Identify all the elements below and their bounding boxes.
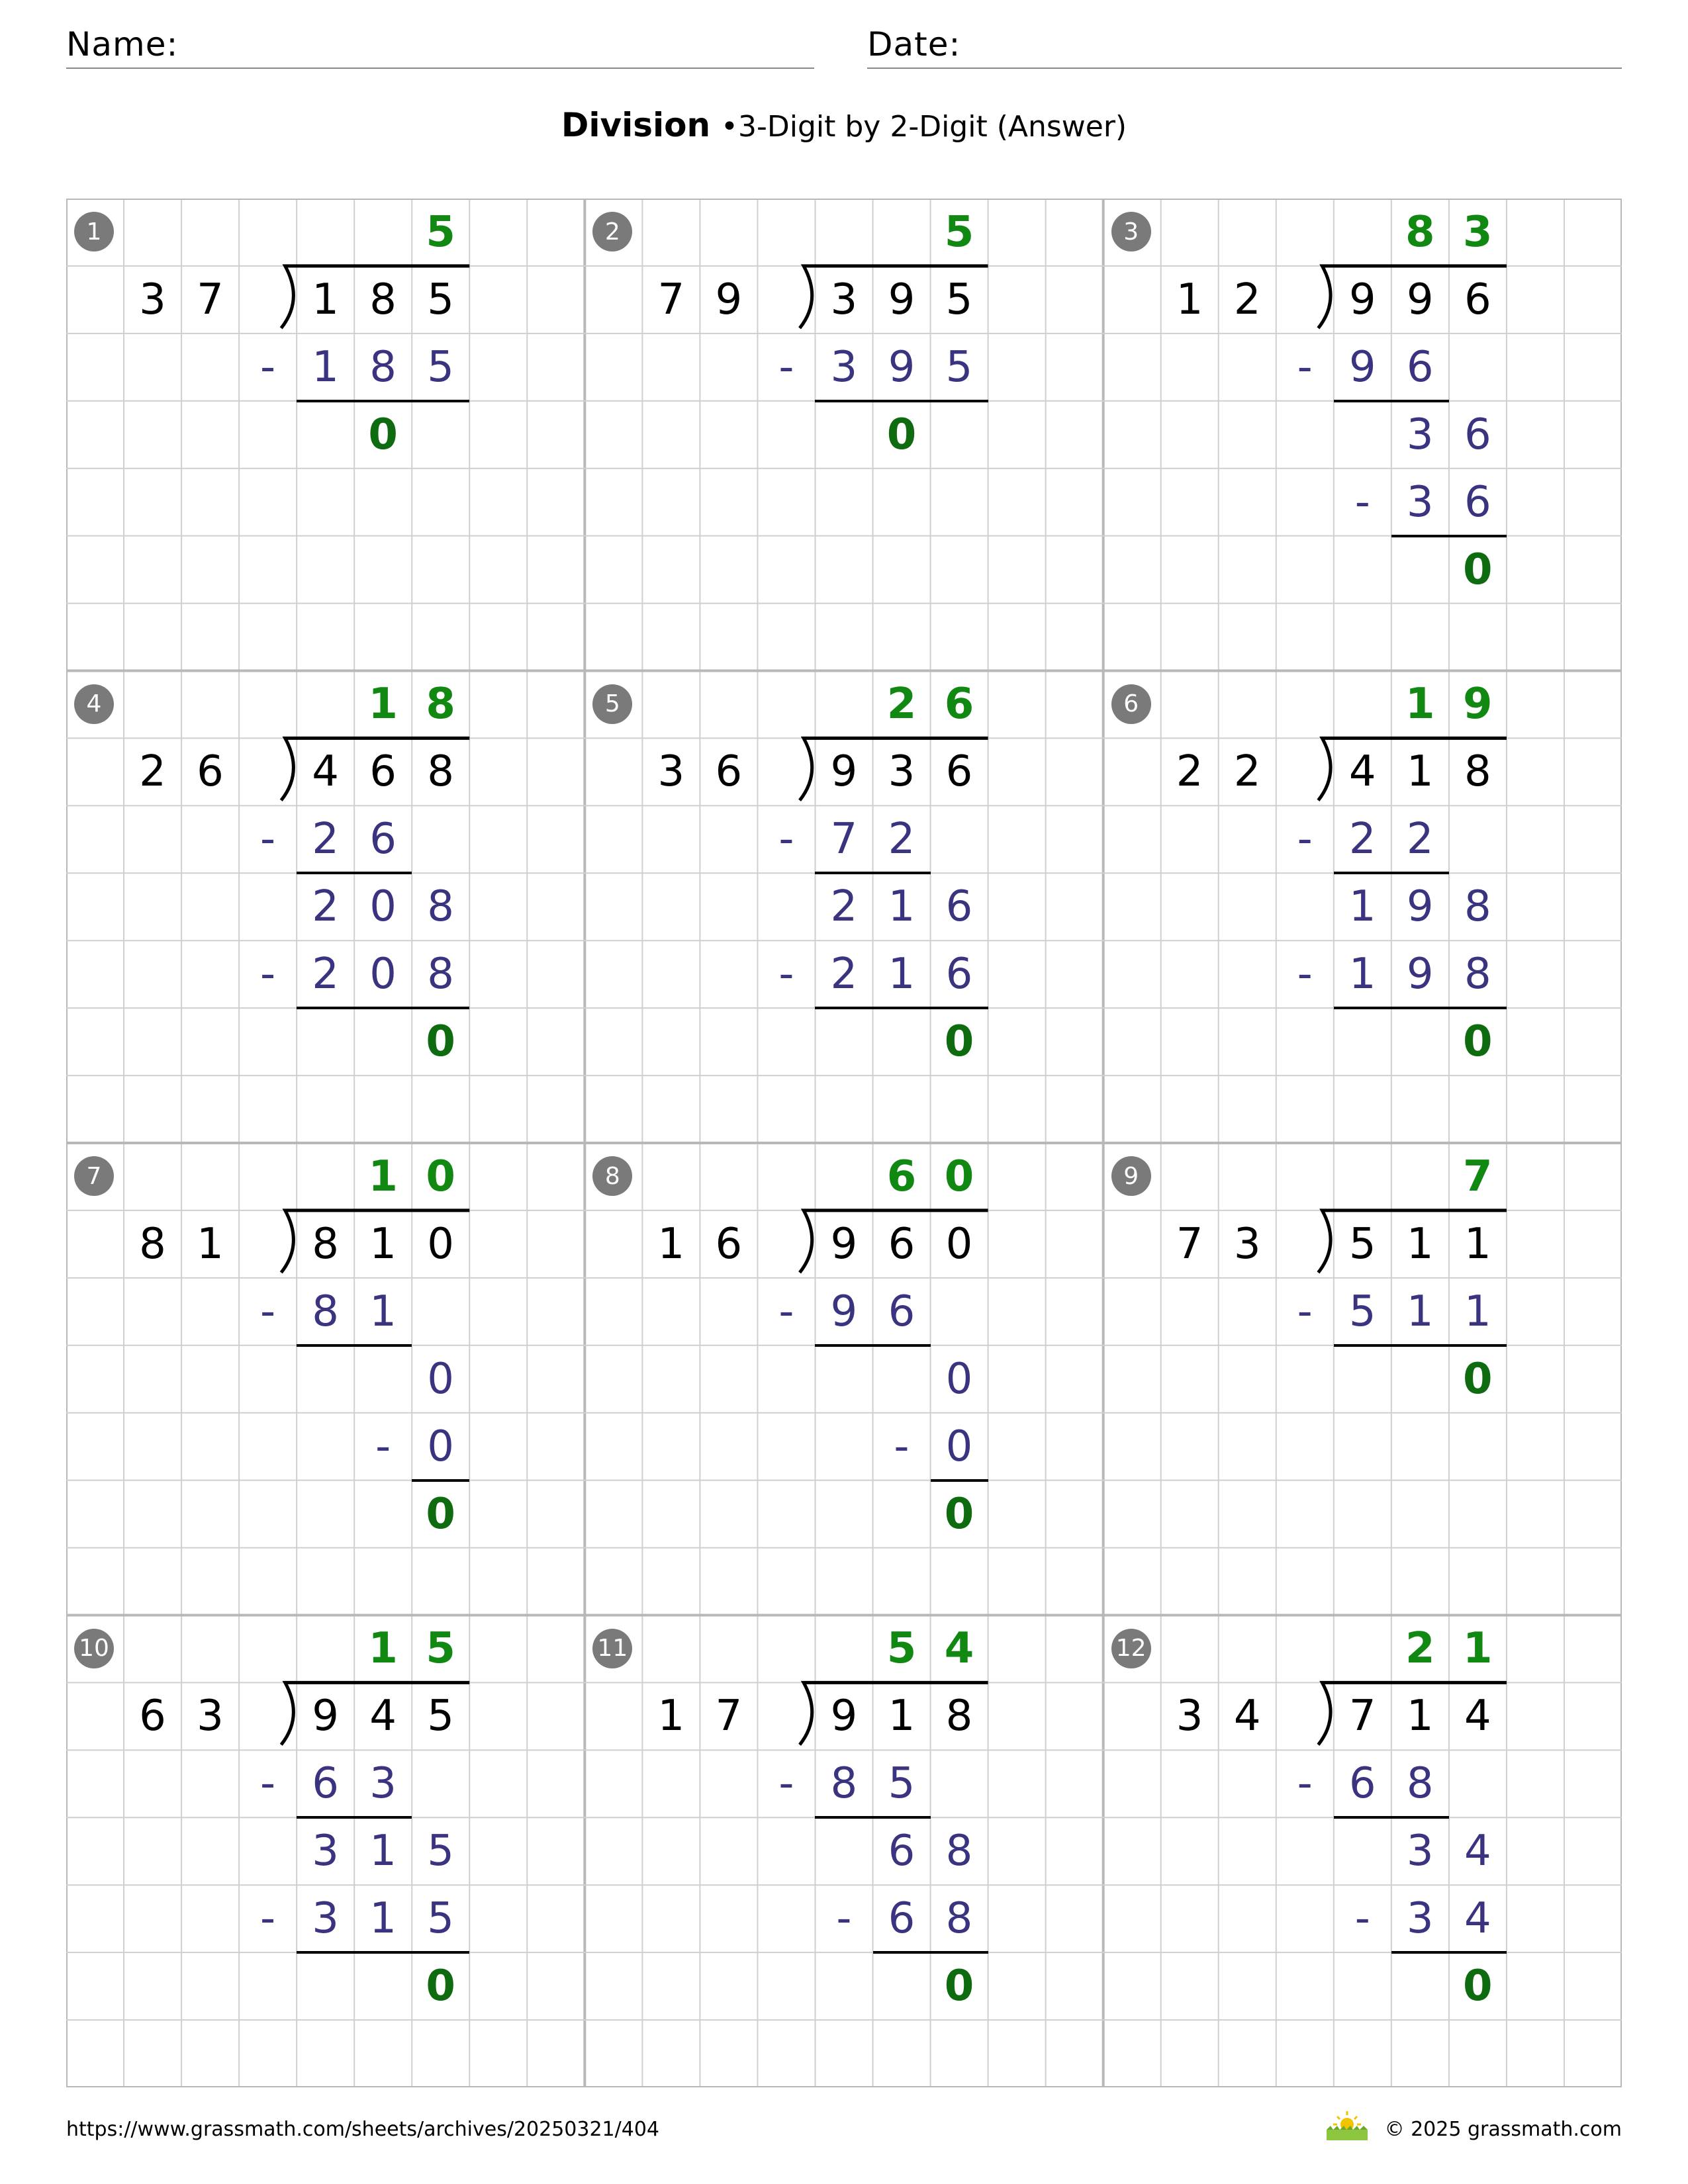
dividend-digit: 9 bbox=[1406, 275, 1434, 324]
work-digit: 0 bbox=[427, 1422, 455, 1471]
dividend-digit: 5 bbox=[427, 1692, 455, 1741]
work-digit: 0 bbox=[945, 1354, 973, 1404]
work-digit: 6 bbox=[1464, 410, 1491, 459]
work-digit: 9 bbox=[888, 342, 915, 392]
work-digit: 8 bbox=[1464, 950, 1491, 999]
divisor-digit: 6 bbox=[715, 1219, 743, 1269]
work-digit: 1 bbox=[1348, 950, 1376, 999]
dividend-digit: 8 bbox=[312, 1219, 339, 1269]
work-digit: 0 bbox=[945, 1422, 973, 1471]
work-digit: 8 bbox=[369, 342, 397, 392]
minus-sign: - bbox=[1297, 815, 1313, 864]
dividend-digit: 9 bbox=[312, 1692, 339, 1741]
problem-number-badge: 10 bbox=[74, 1629, 114, 1668]
quotient-digit: 0 bbox=[426, 1152, 455, 1201]
dividend-digit: 1 bbox=[1464, 1219, 1491, 1269]
work-digit: 8 bbox=[830, 1759, 858, 1809]
minus-sign: - bbox=[1354, 477, 1370, 527]
divisor-digit: 7 bbox=[715, 1692, 743, 1741]
work-digit: 2 bbox=[312, 815, 339, 864]
dividend-digit: 0 bbox=[945, 1219, 973, 1269]
quotient-digit: 5 bbox=[886, 1624, 917, 1674]
work-digit: 6 bbox=[1406, 342, 1434, 392]
quotient-digit: 1 bbox=[368, 680, 398, 729]
page-title bbox=[0, 106, 1688, 144]
work-digit: 5 bbox=[1348, 1287, 1376, 1336]
dividend-digit: 5 bbox=[1348, 1219, 1376, 1269]
divisor-digit: 8 bbox=[139, 1219, 166, 1269]
dividend-digit: 6 bbox=[1464, 275, 1491, 324]
remainder-digit: 0 bbox=[426, 1489, 455, 1539]
work-digit: 3 bbox=[369, 1759, 397, 1809]
footer-copyright: © 2025 grassmath.com bbox=[1384, 2118, 1622, 2141]
work-digit: 1 bbox=[369, 1894, 397, 1944]
dividend-digit: 9 bbox=[830, 747, 858, 797]
work-digit: 3 bbox=[1406, 1894, 1434, 1944]
work-digit: 8 bbox=[427, 950, 455, 999]
grass-sun-logo-icon bbox=[1324, 2109, 1370, 2144]
work-digit: 3 bbox=[830, 342, 858, 392]
quotient-digit: 2 bbox=[1405, 1624, 1435, 1674]
dividend-digit: 9 bbox=[830, 1692, 858, 1741]
work-digit: 3 bbox=[1406, 410, 1434, 459]
quotient-digit: 7 bbox=[1463, 1152, 1493, 1201]
quotient-digit: 6 bbox=[886, 1152, 917, 1201]
dividend-digit: 9 bbox=[1348, 275, 1376, 324]
problem-number-badge: 4 bbox=[74, 684, 114, 724]
remainder-digit: 0 bbox=[1463, 545, 1493, 594]
date-line[interactable] bbox=[867, 68, 1622, 69]
work-digit: 6 bbox=[888, 1287, 915, 1336]
remainder-digit: 0 bbox=[1463, 1962, 1493, 2011]
work-digit: 0 bbox=[369, 882, 397, 932]
quotient-digit: 1 bbox=[368, 1624, 398, 1674]
work-digit: 1 bbox=[1464, 1287, 1491, 1336]
problem-number-badge: 1 bbox=[74, 212, 114, 251]
problem-number-badge: 8 bbox=[592, 1156, 632, 1196]
work-digit: 2 bbox=[830, 882, 858, 932]
divisor-digit: 3 bbox=[197, 1692, 224, 1741]
minus-sign: - bbox=[1297, 950, 1313, 999]
dividend-digit: 1 bbox=[312, 275, 339, 324]
remainder-digit: 0 bbox=[944, 1962, 974, 2011]
dividend-digit: 7 bbox=[1348, 1692, 1376, 1741]
minus-sign: - bbox=[778, 815, 794, 864]
divisor-digit: 2 bbox=[139, 747, 166, 797]
work-digit: 2 bbox=[888, 815, 915, 864]
dividend-digit: 8 bbox=[369, 275, 397, 324]
work-digit: 9 bbox=[1406, 882, 1434, 932]
work-digit: 3 bbox=[312, 1827, 339, 1876]
divisor-digit: 3 bbox=[1233, 1219, 1261, 1269]
title-main: Division bbox=[561, 106, 711, 144]
dividend-digit: 6 bbox=[888, 1219, 915, 1269]
remainder-digit: 0 bbox=[944, 1017, 974, 1067]
work-digit: 6 bbox=[312, 1759, 339, 1809]
work-digit: 6 bbox=[945, 950, 973, 999]
dividend-digit: 5 bbox=[427, 275, 455, 324]
dividend-digit: 4 bbox=[369, 1692, 397, 1741]
dividend-digit: 6 bbox=[945, 747, 973, 797]
minus-sign: - bbox=[778, 1759, 794, 1809]
work-digit: 2 bbox=[312, 950, 339, 999]
name-line[interactable] bbox=[66, 68, 814, 69]
quotient-digit: 2 bbox=[886, 680, 917, 729]
divisor-digit: 2 bbox=[1233, 275, 1261, 324]
divisor-digit: 6 bbox=[197, 747, 224, 797]
work-digit: 8 bbox=[945, 1827, 973, 1876]
problem-number-badge: 11 bbox=[592, 1629, 632, 1668]
quotient-digit: 5 bbox=[426, 1624, 455, 1674]
quotient-digit: 0 bbox=[944, 1152, 974, 1201]
minus-sign: - bbox=[778, 950, 794, 999]
work-digit: 1 bbox=[1348, 882, 1376, 932]
work-digit: 5 bbox=[427, 1894, 455, 1944]
divisor-digit: 6 bbox=[715, 747, 743, 797]
name-label: Name: bbox=[66, 25, 179, 64]
work-digit: 2 bbox=[830, 950, 858, 999]
remainder-digit: 0 bbox=[426, 1962, 455, 2011]
divisor-digit: 3 bbox=[139, 275, 166, 324]
problem-number-badge: 7 bbox=[74, 1156, 114, 1196]
work-digit: 5 bbox=[888, 1759, 915, 1809]
problem-number-badge: 6 bbox=[1111, 684, 1151, 724]
footer-url: https://www.grassmath.com/sheets/archives/20250321/404 bbox=[66, 2118, 660, 2141]
divisor-digit: 9 bbox=[715, 275, 743, 324]
work-digit: 1 bbox=[1406, 1287, 1434, 1336]
subtraction-bar bbox=[815, 1344, 930, 1347]
work-digit: 1 bbox=[312, 342, 339, 392]
work-digit: 1 bbox=[369, 1827, 397, 1876]
work-digit: 3 bbox=[1406, 477, 1434, 527]
work-digit: 3 bbox=[1406, 1827, 1434, 1876]
minus-sign: - bbox=[836, 1894, 852, 1944]
work-digit: 8 bbox=[1406, 1759, 1434, 1809]
date-label: Date: bbox=[867, 25, 961, 64]
work-digit: 9 bbox=[1406, 950, 1434, 999]
work-digit: 8 bbox=[945, 1894, 973, 1944]
quotient-digit: 1 bbox=[1463, 1624, 1493, 1674]
dividend-digit: 1 bbox=[888, 1692, 915, 1741]
problem-number-badge: 2 bbox=[592, 212, 632, 251]
problem-number-badge: 3 bbox=[1111, 212, 1151, 251]
work-digit: 4 bbox=[1464, 1894, 1491, 1944]
work-digit: 0 bbox=[427, 1354, 455, 1404]
dividend-digit: 9 bbox=[830, 1219, 858, 1269]
work-digit: 6 bbox=[1464, 477, 1491, 527]
work-digit: 2 bbox=[1348, 815, 1376, 864]
work-digit: 7 bbox=[830, 815, 858, 864]
work-digit: 2 bbox=[1406, 815, 1434, 864]
dividend-digit: 1 bbox=[1406, 1692, 1434, 1741]
divisor-digit: 6 bbox=[139, 1692, 166, 1741]
minus-sign: - bbox=[778, 1287, 794, 1336]
work-digit: 5 bbox=[945, 342, 973, 392]
problem-number-badge: 12 bbox=[1111, 1629, 1151, 1668]
remainder-digit: 0 bbox=[886, 410, 917, 459]
quotient-digit: 4 bbox=[944, 1624, 974, 1674]
minus-sign: - bbox=[1297, 342, 1313, 392]
quotient-digit: 6 bbox=[944, 680, 974, 729]
work-digit: 4 bbox=[1464, 1827, 1491, 1876]
dividend-digit: 1 bbox=[369, 1219, 397, 1269]
minus-sign: - bbox=[778, 342, 794, 392]
minus-sign: - bbox=[1297, 1759, 1313, 1809]
divisor-digit: 4 bbox=[1233, 1692, 1261, 1741]
minus-sign: - bbox=[375, 1422, 391, 1471]
work-digit: 6 bbox=[888, 1827, 915, 1876]
problem-number-badge: 9 bbox=[1111, 1156, 1151, 1196]
work-digit: 1 bbox=[888, 882, 915, 932]
minus-sign: - bbox=[1297, 1287, 1313, 1336]
dividend-digit: 3 bbox=[888, 747, 915, 797]
dividend-digit: 4 bbox=[1464, 1692, 1491, 1741]
dividend-digit: 9 bbox=[888, 275, 915, 324]
dividend-digit: 8 bbox=[945, 1692, 973, 1741]
minus-sign: - bbox=[260, 815, 276, 864]
remainder-digit: 0 bbox=[426, 1017, 455, 1067]
subtraction-bar bbox=[297, 1344, 412, 1347]
problem-number-badge: 5 bbox=[592, 684, 632, 724]
minus-sign: - bbox=[894, 1422, 910, 1471]
work-digit: 0 bbox=[369, 950, 397, 999]
quotient-digit: 5 bbox=[426, 207, 455, 257]
dividend-digit: 0 bbox=[427, 1219, 455, 1269]
minus-sign: - bbox=[260, 950, 276, 999]
minus-sign: - bbox=[1354, 1894, 1370, 1944]
dividend-digit: 5 bbox=[945, 275, 973, 324]
work-digit: 1 bbox=[369, 1287, 397, 1336]
remainder-digit: 0 bbox=[368, 410, 398, 459]
work-digit: 3 bbox=[312, 1894, 339, 1944]
divisor-digit: 2 bbox=[1233, 747, 1261, 797]
title-subtitle: 3-Digit by 2-Digit (Answer) bbox=[738, 110, 1127, 144]
quotient-digit: 8 bbox=[426, 680, 455, 729]
work-digit: 6 bbox=[1348, 1759, 1376, 1809]
title-bullet: • bbox=[721, 110, 738, 144]
dividend-digit: 6 bbox=[369, 747, 397, 797]
divisor-digit: 1 bbox=[657, 1219, 685, 1269]
work-digit: 9 bbox=[1348, 342, 1376, 392]
divisor-digit: 7 bbox=[197, 275, 224, 324]
remainder-digit: 0 bbox=[1463, 1354, 1493, 1404]
minus-sign: - bbox=[260, 342, 276, 392]
dividend-digit: 1 bbox=[1406, 1219, 1434, 1269]
quotient-digit: 8 bbox=[1405, 207, 1435, 257]
worksheet-grid bbox=[66, 199, 1622, 2087]
work-digit: 6 bbox=[888, 1894, 915, 1944]
work-digit: 8 bbox=[1464, 882, 1491, 932]
work-digit: 6 bbox=[369, 815, 397, 864]
dividend-digit: 3 bbox=[830, 275, 858, 324]
divisor-digit: 1 bbox=[197, 1219, 224, 1269]
quotient-digit: 1 bbox=[1405, 680, 1435, 729]
work-digit: 5 bbox=[427, 1827, 455, 1876]
remainder-digit: 0 bbox=[1463, 1017, 1493, 1067]
work-digit: 8 bbox=[312, 1287, 339, 1336]
minus-sign: - bbox=[260, 1759, 276, 1809]
work-digit: 8 bbox=[427, 882, 455, 932]
divisor-digit: 1 bbox=[657, 1692, 685, 1741]
divisor-digit: 3 bbox=[1176, 1692, 1203, 1741]
dividend-digit: 4 bbox=[1348, 747, 1376, 797]
divisor-digit: 7 bbox=[657, 275, 685, 324]
dividend-digit: 8 bbox=[1464, 747, 1491, 797]
quotient-digit: 9 bbox=[1463, 680, 1493, 729]
work-digit: 6 bbox=[945, 882, 973, 932]
work-digit: 5 bbox=[427, 342, 455, 392]
work-digit: 9 bbox=[830, 1287, 858, 1336]
minus-sign: - bbox=[260, 1894, 276, 1944]
work-digit: 2 bbox=[312, 882, 339, 932]
quotient-digit: 5 bbox=[944, 207, 974, 257]
divisor-digit: 2 bbox=[1176, 747, 1203, 797]
dividend-digit: 1 bbox=[1406, 747, 1434, 797]
remainder-digit: 0 bbox=[944, 1489, 974, 1539]
work-digit: 1 bbox=[888, 950, 915, 999]
quotient-digit: 1 bbox=[368, 1152, 398, 1201]
minus-sign: - bbox=[260, 1287, 276, 1336]
quotient-digit: 3 bbox=[1463, 207, 1493, 257]
dividend-digit: 4 bbox=[312, 747, 339, 797]
divisor-digit: 3 bbox=[657, 747, 685, 797]
divisor-digit: 7 bbox=[1176, 1219, 1203, 1269]
dividend-digit: 8 bbox=[427, 747, 455, 797]
divisor-digit: 1 bbox=[1176, 275, 1203, 324]
